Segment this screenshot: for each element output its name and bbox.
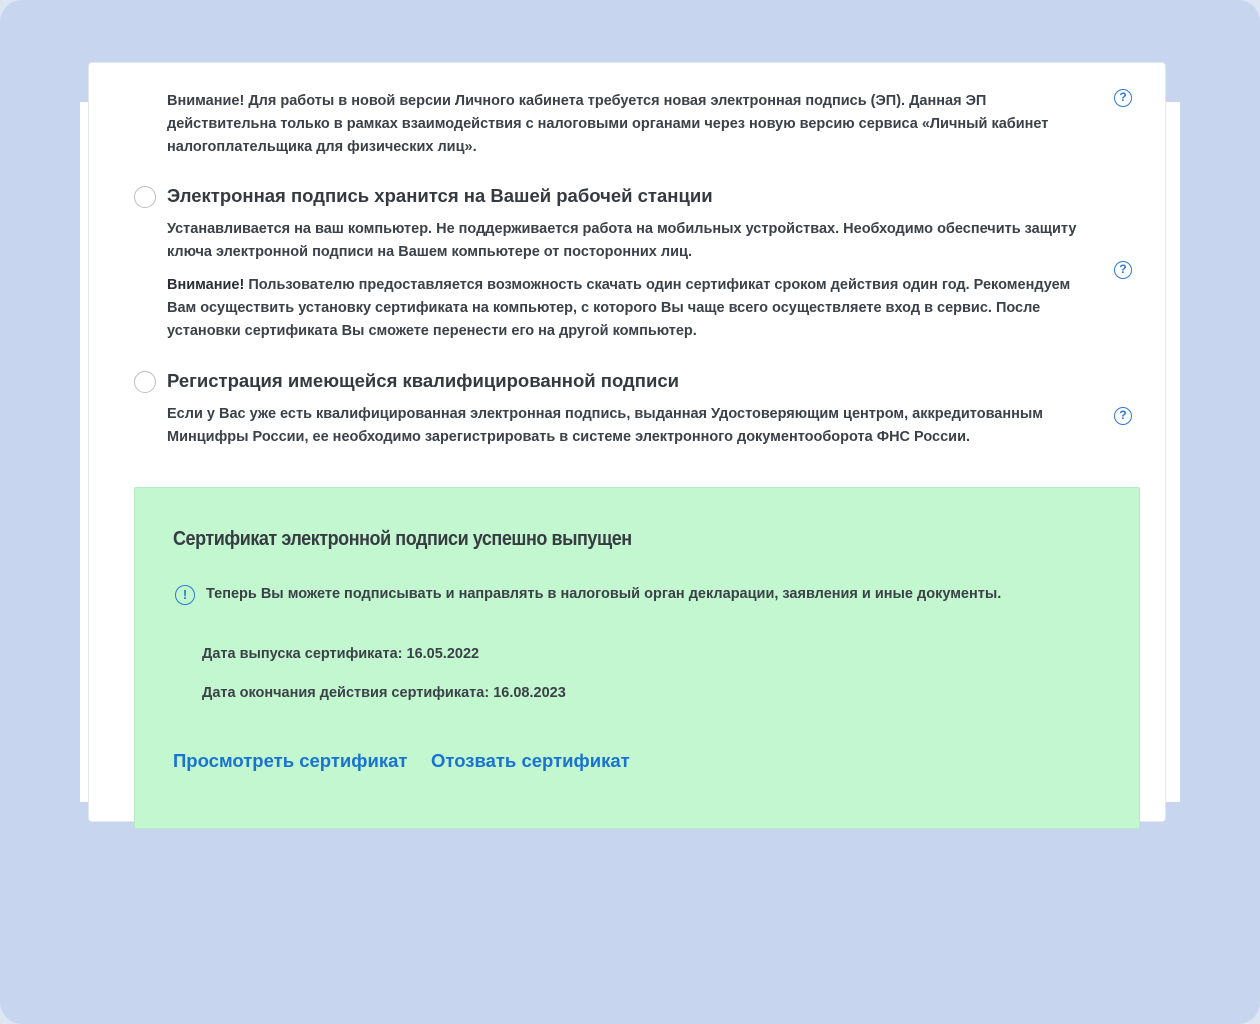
option-description <box>167 218 1097 343</box>
description-paragraph: Устанавливается на ваш компьютер. Не поддерживается работа на мобильных устройствах. Необходимо обеспечить защиту ключа электронной подписи на Вашем компьютере от посторонних лиц. <box>167 221 1077 260</box>
signature-options-panel <box>88 62 1166 822</box>
radio-workstation[interactable] <box>134 186 156 208</box>
option-new-signature-description <box>167 90 1097 159</box>
attention-text: Пользователю предоставляется возможность скачать один сертификат сроком действия один год. Рекомендуем Вам осуществить установку сертификата на компьютер, с которого Вы чаще всего осуществляете вход в сервис. После установки сертификата Вы сможете перенести его на другой компьютер. <box>167 277 1071 339</box>
description-paragraph: Если у Вас уже есть квалифицированная электронная подпись, выданная Удостоверяющим центром, аккредитованным Минцифры России, ее необходимо зарегистрировать в системе электронного документооборота ФНС России. <box>167 406 1043 445</box>
radio-register-qualified[interactable] <box>134 371 156 393</box>
option-description <box>167 403 1097 449</box>
attention-label: Внимание! <box>167 277 245 293</box>
help-icon[interactable]: ? <box>1114 261 1132 279</box>
attention-label: Внимание! <box>167 93 245 109</box>
option-title: Электронная подпись хранится на Вашей рабочей станции <box>167 185 713 206</box>
view-certificate-link[interactable]: Просмотреть сертификат <box>173 750 408 771</box>
help-icon[interactable]: ? <box>1114 407 1132 425</box>
option-title: Регистрация имеющейся квалифицированной подписи <box>167 370 679 391</box>
success-notification <box>134 487 1140 829</box>
page-viewport <box>80 90 1180 802</box>
certificate-issue-date: Дата выпуска сертификата: 16.05.2022 <box>202 646 480 662</box>
success-info-text: Теперь Вы можете подписывать и направлять в налоговый орган декларации, заявления и иные документы. <box>206 586 1002 602</box>
attention-text: Для работы в новой версии Личного кабинета требуется новая электронная подпись (ЭП). Данная ЭП действительна только в рамках взаимодействия с налоговыми органами через новую версию сервиса «Личный кабинет налогоплательщика для физических лиц». <box>167 93 1049 155</box>
success-title: Сертификат электронной подписи успешно выпущен <box>173 528 632 550</box>
certificate-expiry-date: Дата окончания действия сертификата: 16.08.2023 <box>202 685 566 701</box>
help-icon[interactable]: ? <box>1114 89 1132 107</box>
revoke-certificate-link[interactable]: Отозвать сертификат <box>431 750 630 771</box>
info-icon: ! <box>175 585 195 605</box>
